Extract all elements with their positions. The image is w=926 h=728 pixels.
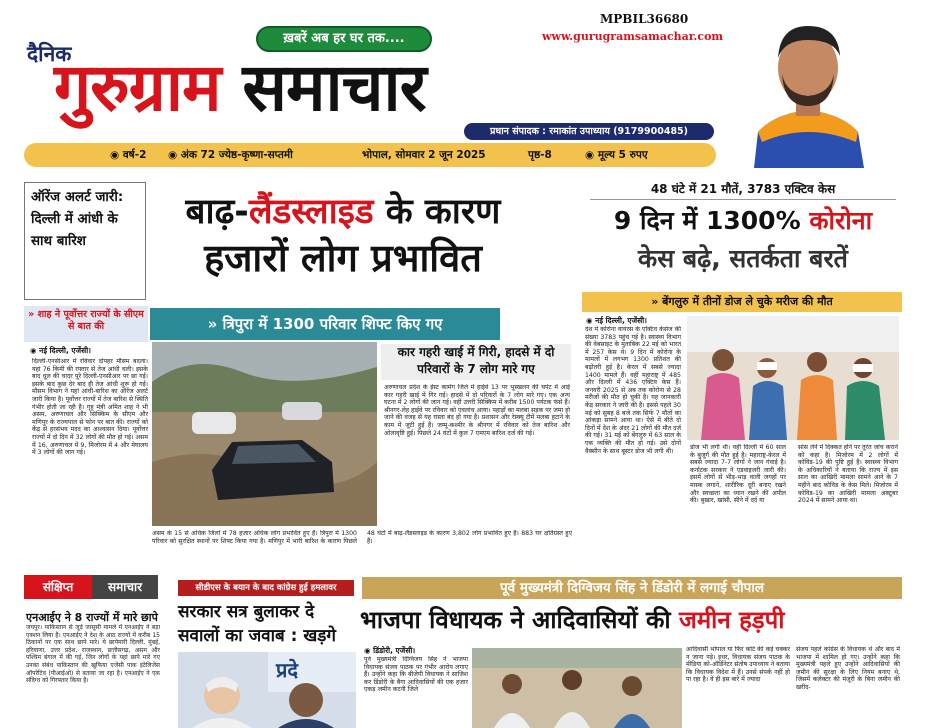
corona-headline (584, 202, 902, 278)
mp-body-mid: आदिवासी भोपाल या फिर कोर्ट की कई चक्कर न जाना पड़े। इधर, विधायक संजय पाठक के मीडिया को-ऑर्डिनेटर संतोष उपाध्याय ने बताया कि विधायक विदेश में हैं। उनसे संपर्क नहीं हो पा रहा है। वे ही इस बारे में ज्यादा (686, 646, 790, 684)
lead-bottom-text: असम के 15 से अधिक जिलों में 78 हजार अधिक लोग प्रभावित हुए हैं। त्रिपुरा में 1300 परिवार को सुरक्षित स्थानों पर शिफ्ट किया गया है। मणिपुर में भारी बारिश के कारण पिछले 48 घंटों में बाढ़-लैंडस्लाइड के कारण 3,802 लोग प्रभावित हुए हैं। 883 घर क्षतिग्रस्त हुए हैं। (152, 530, 572, 545)
editor-name: प्रधान संपादक : रमाकांत उपाध्याय (9179900485) (489, 126, 689, 137)
left-dateline: ◉ नई दिल्ली, एजेंसी। (30, 346, 91, 355)
hospital-photo (687, 316, 899, 440)
pages-label: पृष्ठ-8 (528, 149, 552, 161)
mp-photo-image (472, 648, 682, 728)
masthead-title (54, 44, 426, 134)
lead-headline-part1: बाढ़- (185, 192, 249, 232)
masthead (0, 0, 926, 172)
corona-body-mid: डोज भी लगी थी। वहीं दिल्ली में 60 साल के बुजुर्ग की मौत हुई है। महाराष्ट्र-केरल में सबसे ज्यादा 7-7 लोगों ने जान गंवाई है। कर्नाटक सरकार ने एडवाइजरी जारी की। इसमें लोगों से भीड़-भाड़ वाली जगहों पर मास्क लगाने, शारीरिक दूरी बनाए रखने और स्वच्छता का ध्यान रखने की अपील की। बुखार, खांसी, सीने में दर्द या (690, 444, 786, 505)
sankshipt-label1: संक्षिप्त (24, 575, 92, 599)
mp-photo (472, 648, 682, 728)
corona-body-right: सांस लेने में दिक्कत होने पर तुरंत जांच कराने को कहा है। मिजोरम में 2 लोगों में कोविड-19 की पुष्टि हुई है। स्वास्थ्य विभाग के अधिकारियों ने बताया कि राज्य में इस साल का आखिरी मामला सामने आने के 7 महीने बाद कोविड के केस मिले। मिजोरम में कोविड-19 का आखिरी मामला अक्टूबर 2024 में सामने आया था। (798, 444, 898, 505)
editor-line (464, 123, 714, 140)
lead-headline-part2: के कारण (373, 192, 501, 232)
corona-strap (582, 292, 902, 312)
congress-headline: सरकार सत्र बुलाकर दे सवालों का जवाब : खड़गे (178, 602, 336, 646)
lead-body: अरुणाचल प्रदेश के ईस्ट कामेंग जिले में हाईवे 13 पर भूस्खलन की चपेट में आई कार गहरी खाई में गिर गई। हादसे में दो परिवारों के 7 लोग मारे गए। एक अन्य घटना में 2 लोगों की जान गई। वहीं उत्तरी सिक्किम में करीब 1500 पर्यटक फंसे हैं। श्रीनगर-लेह हाईवे पर रविवार को एवलांच आया। पहाड़ों का मलबा सड़क पर जमा हो जाने की वजह से यह रास्ता बंद हो गया है। प्रशासन और रेस्क्यू टीमें मलबा हटाने के काम में जुटी हुई हैं। जम्मू-कश्मीर के श्रीनगर में रविवार को तेज बारिश और ओलावृष्टि हुई। पिछले 24 घंटों में कुल 7 एमएम बारिश दर्ज की गई। (384, 384, 570, 437)
corona-dateline: ◉ नई दिल्ली, एजेंसी। (586, 316, 647, 325)
sankshipt-label (24, 575, 158, 599)
title-part2: समाचार (242, 49, 426, 126)
masthead-portrait (744, 10, 874, 168)
corona-top-kicker: 48 घंटे में 21 मौतें, 3783 एक्टिव केस (590, 180, 896, 200)
flood-photo-image (152, 342, 377, 526)
lead-headline-line2: हजारों लोग प्रभावित (204, 236, 482, 280)
lead-strap (150, 308, 500, 340)
year-label: ◉ वर्ष-2 (110, 149, 147, 161)
congress-photo (178, 652, 356, 728)
mp-dateline: ◉ डिंडोरी, एजेंसी। (364, 646, 416, 655)
city-date: भोपाल, सोमवार 2 जून 2025 (362, 149, 486, 161)
issue-label: ◉ अंक 72 ज्येष्ठ-कृष्णा-सप्तमी (168, 149, 293, 161)
congress-photo-image (178, 652, 356, 728)
mp-headline (360, 602, 906, 638)
info-strip (24, 143, 716, 167)
congress-kicker: सीडीएस के बयान के बाद कांग्रेस हुई हमलावर (178, 580, 354, 596)
lead-headline-red: लैंडस्लाइड (248, 192, 374, 232)
lead-strap-text: » त्रिपुरा में 1300 परिवार शिफ्ट किए गए (207, 315, 443, 333)
sankshipt-body: जयपुर। पाकिस्तान से जुड़े जासूसी मामले में एनआईए ने बड़ा एक्शन लिया है। एनआईए ने देश के आठ राज्यों में करीब 15 ठिकानों पर एक साथ छापे मारे। ये छापेमारी दिल्ली, मुंबई, हरियाणा, उत्तर प्रदेश, राजस्थान, छत्तीसगढ़, असम और पश्चिम बंगाल में की गई, जिन लोगों के यहां छापे मारे गए उनका संबंध पाकिस्तान की खुफिया एजेंसी पाक इंटेलिजेंस ऑपरेटिव (पीआईओ) से बताया जा रहा है। एनआईए ने एक संदिग्ध को गिरफ्तार किया है। (26, 624, 160, 685)
tagline: ख़बरें अब हर घर तक.... (283, 31, 405, 46)
alert-headline: ऑरेंज अलर्ट जारी: दिल्ली में आंधी के साथ बारिश (31, 190, 124, 249)
registration-number: MPBIL36680 (600, 12, 689, 26)
mp-body-left: पूर्व मुख्यमंत्री दिग्विजय सिंह ने भाजपा विधायक संजय पाठक पर गंभीर आरोप लगाए हैं। उन्होंने कहा कि बीजेपी विधायक ने साजिश कर डिंडोरी के बैगा आदिवासियों की एक हजार एकड़ जमीन कटनी जिले (364, 656, 468, 694)
flood-photo (152, 342, 377, 526)
website-link[interactable]: www.gurugramsamachar.com (542, 30, 724, 43)
lead-subhead: कार गहरी खाई में गिरी, हादसे में दो परिवारों के 7 लोग मारे गए (381, 344, 571, 380)
corona-headline-line2: केस बढ़े, सतर्कता बरतें (638, 244, 848, 273)
corona-headline-part1: 9 दिन में 1300% (613, 206, 801, 235)
mp-body-right: संजय पहले कांग्रेस के विधायक थे और बाद में भाजपा में शामिल हो गए। उन्होंने कहा कि मुख्यमंत्री पहले हुए उन्होंने आदिवासियों की जमीन की सुरक्षा के लिए नियम बनाए थे, जिसमें कलेक्टर की मंजूरी के बिना जमीन की खरीद- (796, 646, 900, 691)
mp-headline-part1: भाजपा विधायक ने आदिवासियों की (360, 606, 680, 634)
price-label: ◉ मूल्य 5 रुपए (585, 149, 648, 161)
congress-photo-text: प्रदे (276, 658, 298, 682)
dainik-prefix: दैनिक (27, 42, 72, 66)
sankshipt-label2: समाचार (92, 575, 158, 599)
corona-body-left: देश में कोरोना वायरस के एक्टिव केसेज की संख्या 3783 पहुंच गई है। स्वास्थ्य विभाग की वेबसाइट के मुताबिक 22 मई को भारत में 257 केस थे। 9 दिन में कोरोना के मामलों में लगभग 1300 प्रतिशत की बढ़ोतरी हुई है। केरल में सबसे ज्यादा 1400 मामले हैं। वहीं महाराष्ट्र में 485 और दिल्ली में 436 एक्टिव केस हैं। जनवरी 2025 से अब तक कोरोना से 28 मरीजों की मौत हो चुकी है। यह जानकारी केंद्र सरकार ने जारी की है। इससे पहले 30 मई को सुबह 8 बजे तक सिर्फ 7 मौतों का आंकड़ा सामने आया था। ऐसे में बीते दो दिनों में देश के अंदर 21 लोगों की मौत दर्ज की गई। 31 मई को बेंगलुरु में 63 साल के एक व्यक्ति की मौत हो गई। उसे दोनों वैक्सीन के साथ बूस्टर डोज भी लगी थी। (585, 326, 681, 455)
mp-headline-red: जमीन हड़पी (679, 606, 785, 634)
portrait-image (744, 10, 874, 168)
left-kicker: » शाह ने पूर्वोत्तर राज्यों के सीएम से बात की (24, 306, 148, 342)
left-body: दिल्ली-एनसीआर में रविवार दोपहर मौसम बदला। यहां 76 किमी की रफ्तार से तेज आंधी चली। इसके बाद धूल की चादर पूरे दिल्ली-एनसीआर पर छा गई। इसके बाद कुछ देर बाद ही तेज आंधी शुरू हो गई। मौसम विभाग ने यहां आंधी-बारिश का ऑरेंज अलर्ट जारी किया है। पूर्वोत्तर राज्यों में तेज बारिश से स्थिति गंभीर होती जा रही है। गृह मंत्री अमित शाह ने भी असम, अरुणाचल और सिक्किम के सीएम और मणिपुर के राज्यपाल से फोन पर बात की। राज्यों को केंद्र से हरसंभव मदद का आश्वासन दिया। पूर्वोत्तर राज्यों में दो दिन में 32 लोगों की मौत हो गई। असम में 16, अरुणाचल में 9, मिजोरम में 4 और मेघालय में 3 लोगों की जान गई। (32, 358, 148, 457)
mp-kicker: पूर्व मुख्यमंत्री दिग्विजय सिंह ने डिंडोरी में लगाई चौपाल (362, 577, 902, 599)
hospital-photo-image (687, 316, 899, 440)
corona-headline-red: कोरोना (809, 206, 873, 235)
corona-strap-text: » बेंगलुरु में तीनों डोज ले चुके मरीज की मौत (651, 295, 833, 308)
lead-headline (108, 190, 578, 282)
sankshipt-headline: एनआईए ने 8 राज्यों में मारे छापे (26, 611, 158, 624)
title-part1: गुरुग्राम (54, 49, 221, 126)
